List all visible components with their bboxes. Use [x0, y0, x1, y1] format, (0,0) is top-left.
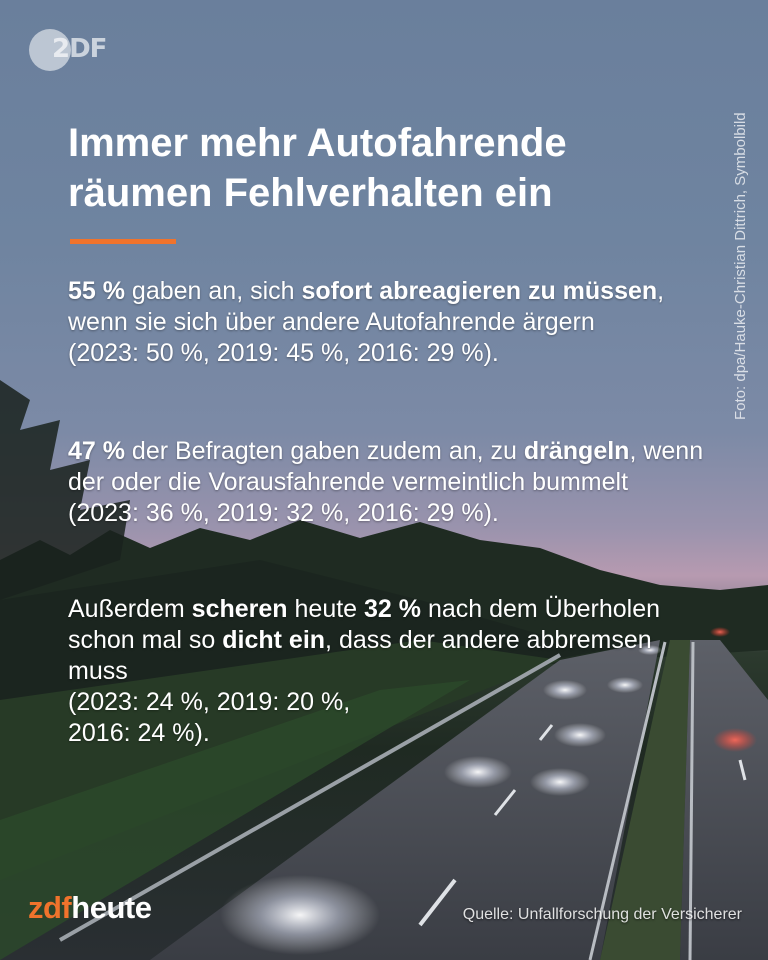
text-segment: nach dem Überholen schon mal so [68, 595, 661, 654]
stat-paragraph-einscheren [68, 594, 708, 749]
text-segment: heute [287, 595, 365, 623]
stat-value: 47 % [68, 437, 125, 465]
highlight-text: drängeln [523, 437, 630, 465]
text-segment: Außerdem [68, 595, 192, 623]
brand-part-zdf: zdf [28, 890, 72, 925]
stat-value: 32 % [364, 595, 421, 623]
history-values: 2016: 24 %). [68, 719, 210, 747]
headline-accent-line [70, 239, 176, 244]
stat-value: 55 % [68, 277, 125, 305]
text-segment: gaben an, sich [124, 277, 302, 305]
source-note: Quelle: Unfallforschung der Versicherer [462, 906, 742, 923]
brand-part-heute: heute [71, 890, 152, 925]
stat-paragraph-abreagieren [68, 276, 708, 369]
zdf-logo-text: 2DF [52, 34, 107, 64]
highlight-text: sofort abreagieren zu müssen [301, 277, 658, 305]
headline: Immer mehr Autofahrende räumen Fehlverhalten ein [68, 121, 567, 215]
highlight-text: scheren [191, 595, 288, 623]
text-segment: der Befragten gaben zudem an, zu [124, 437, 524, 465]
photo-credit: Foto: dpa/Hauke-Christian Dittrich, Symbolbild [732, 112, 749, 420]
text-segment: , wenn sie sich über andere Autofahrende ärgern [68, 277, 665, 336]
zdfheute-brand-logo [28, 890, 151, 926]
stat-paragraph-draengeln [68, 436, 708, 529]
history-values: (2023: 50 %, 2019: 45 %, 2016: 29 %). [68, 339, 499, 367]
history-values: (2023: 36 %, 2019: 32 %, 2016: 29 %). [68, 499, 499, 527]
text-segment: , dass der andere abbremsen muss [68, 626, 652, 685]
history-values: (2023: 24 %, 2019: 20 %, [68, 688, 351, 716]
highlight-text: dicht ein [222, 626, 326, 654]
text-segment: , wenn der oder die Vorausfahrende vermeintlich bummelt [68, 437, 704, 496]
